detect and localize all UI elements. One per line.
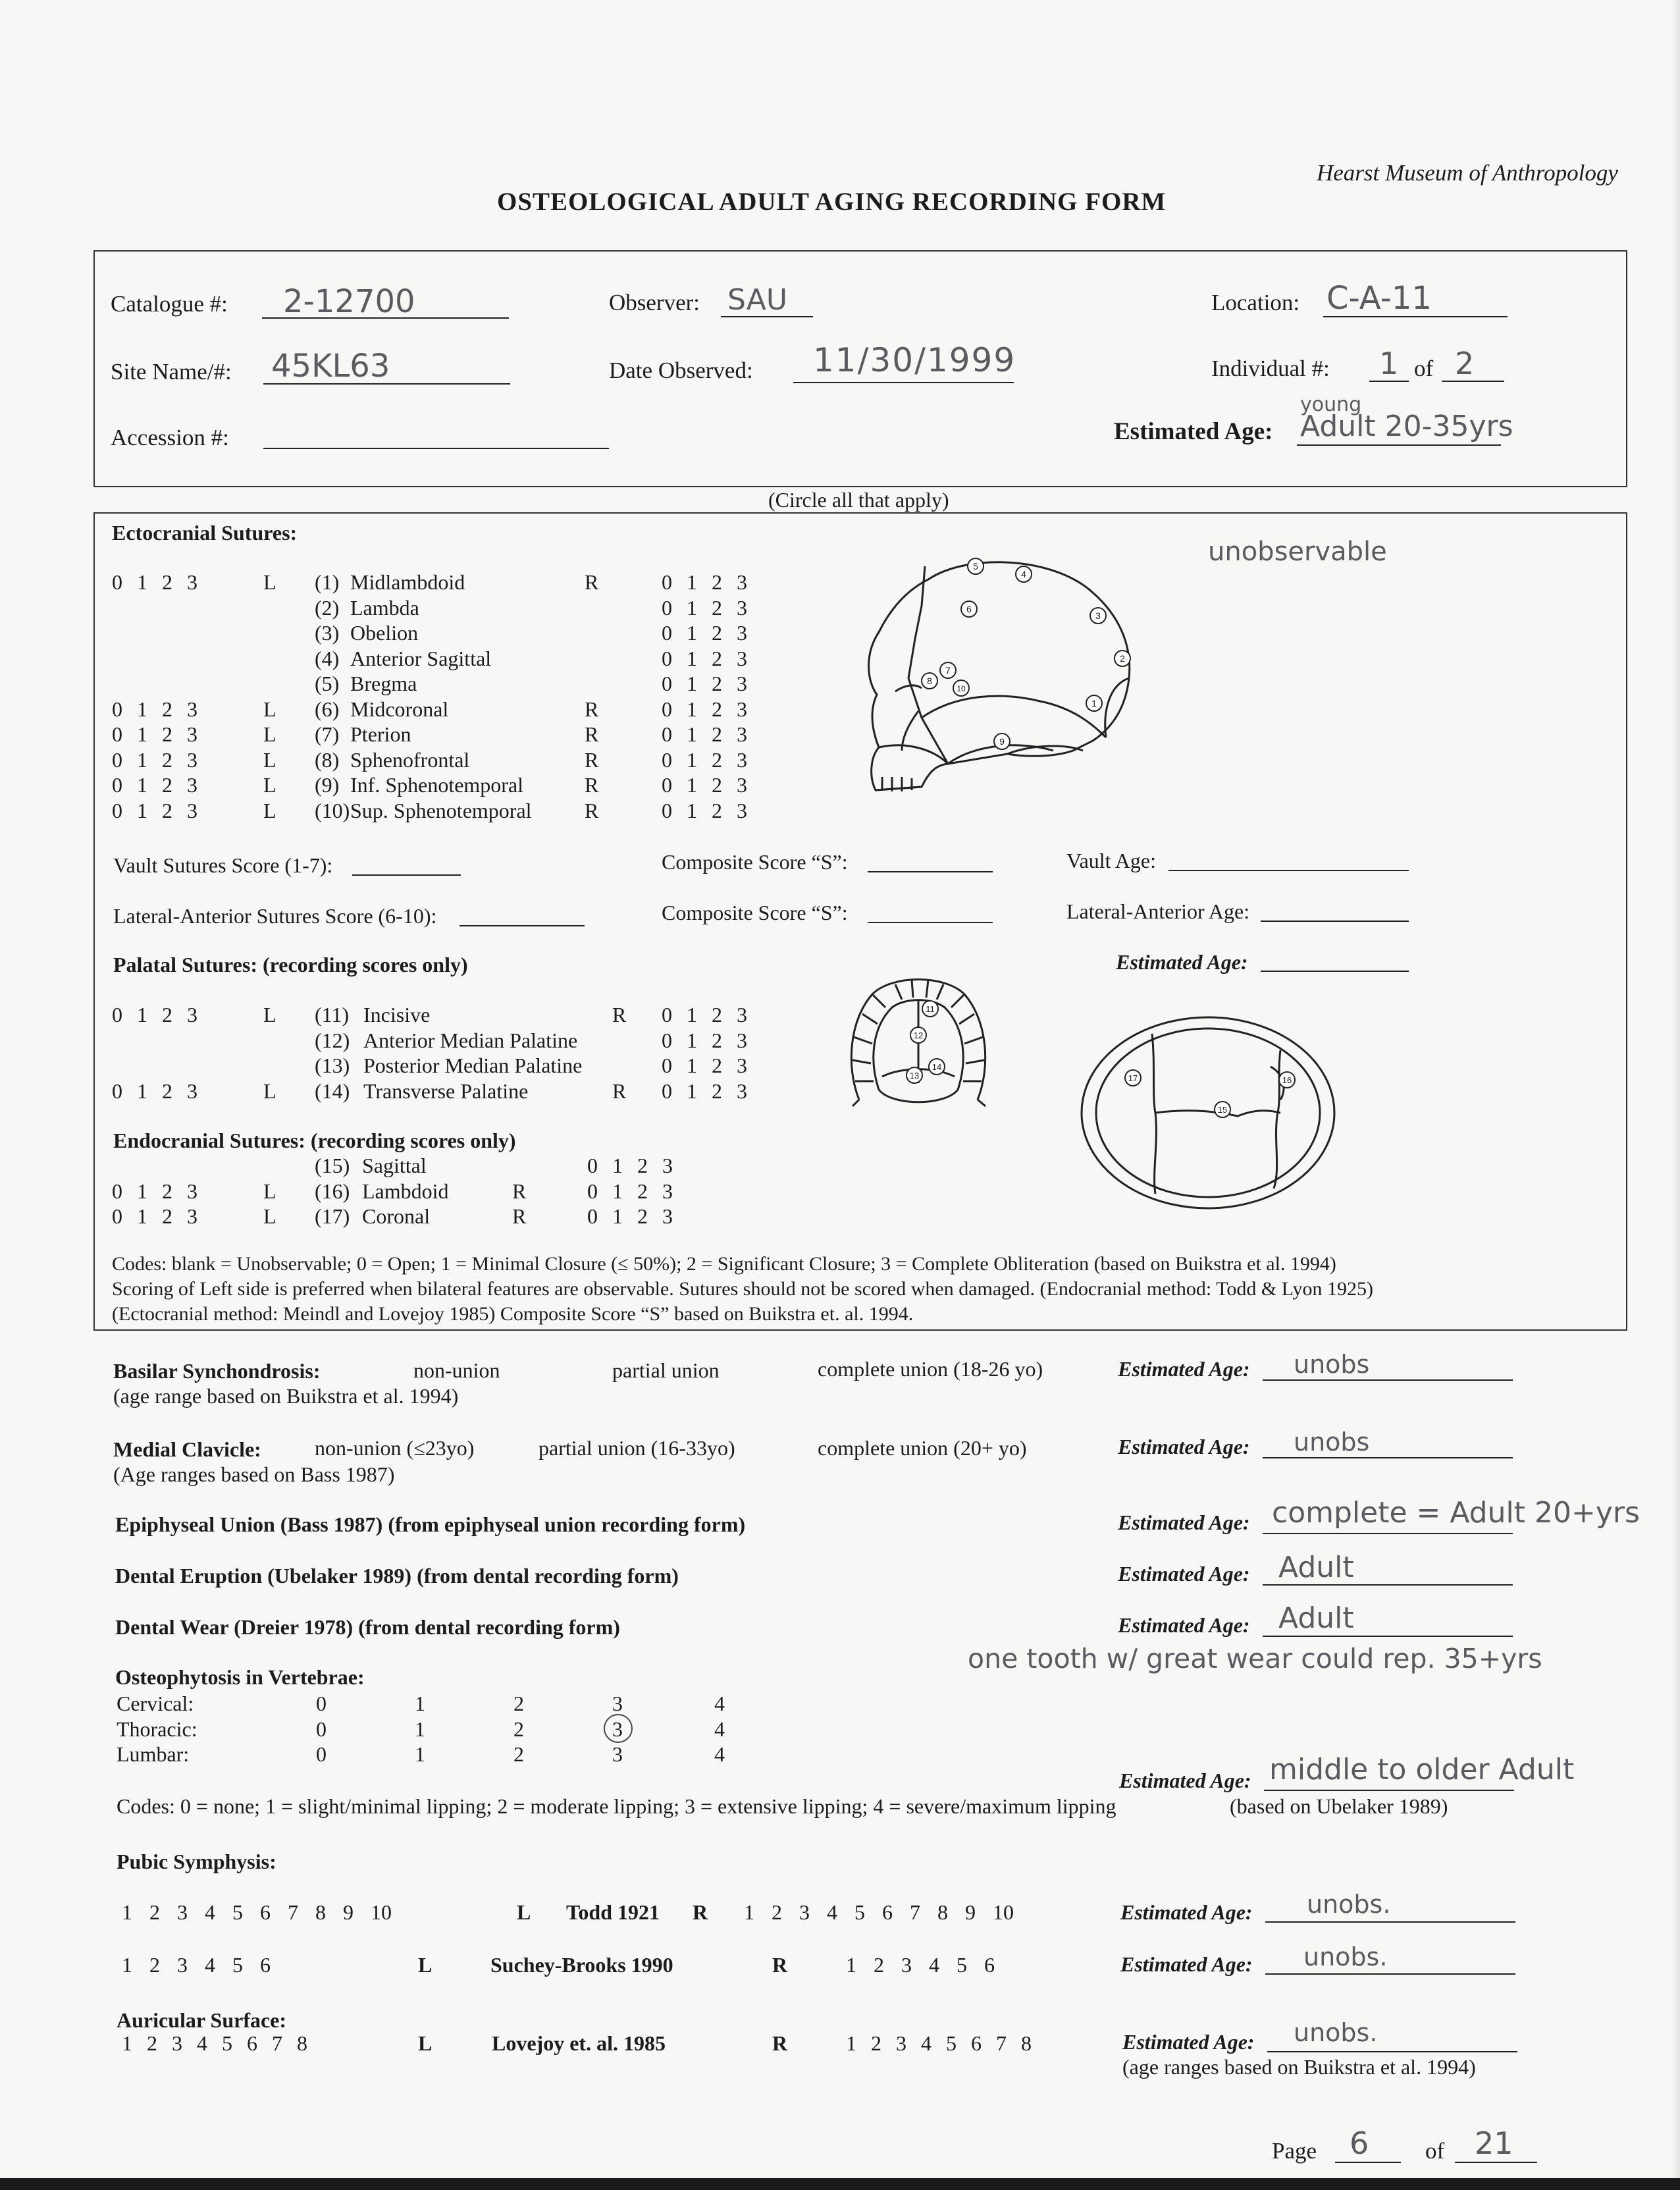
suture-left-scores[interactable]: 0 1 2 3 — [112, 773, 197, 797]
suture-left-side: L — [263, 570, 276, 594]
skull-lateral-diagram — [856, 553, 1145, 803]
suture-left-side: L — [263, 1079, 276, 1103]
osteo-codes: Codes: 0 = none; 1 = slight/minimal lipping; 2 = moderate lipping; 3 = extensive lipping; 4 = severe/maximum lipping — [117, 1794, 1116, 1818]
suture-number: (8) — [315, 747, 340, 772]
palate-label: 13 — [909, 1071, 920, 1081]
auricular-heading: Auricular Surface: — [117, 2008, 287, 2032]
osteo-score[interactable]: 3 — [612, 1742, 623, 1766]
vault-age-label: Vault Age: — [1066, 849, 1156, 872]
suchey-left-side: L — [418, 1953, 433, 1977]
suture-number: (13) — [315, 1054, 350, 1077]
location-label: Location: — [1211, 290, 1300, 315]
dental-wear-note: one tooth w/ great wear could rep. 35+yrs — [968, 1643, 1542, 1674]
osteo-score[interactable]: 0 — [316, 1692, 327, 1715]
suture-right-scores[interactable]: 0 1 2 3 — [587, 1204, 673, 1228]
page-total[interactable]: 21 — [1475, 2125, 1513, 2161]
suchey-est-label: Estimated Age: — [1120, 1952, 1253, 1976]
vault-label: 16 — [1282, 1075, 1292, 1085]
suture-number: (1) — [315, 570, 340, 594]
suture-right-scores[interactable]: 0 1 2 3 — [662, 1028, 747, 1052]
todd-left-side: L — [517, 1900, 531, 1924]
suture-name: Inf. Sphenotemporal — [350, 773, 524, 797]
suture-number: (14) — [315, 1079, 350, 1103]
suture-right-side: R — [585, 747, 599, 772]
composite-score-label-1: Composite Score “S”: — [662, 850, 848, 874]
suture-left-side: L — [263, 697, 276, 721]
suture-number: (17) — [315, 1204, 350, 1228]
suture-left-scores[interactable]: 0 1 2 3 — [112, 1003, 197, 1027]
osteo-score[interactable]: 2 — [513, 1742, 524, 1766]
osteo-based: (based on Ubelaker 1989) — [1230, 1794, 1448, 1818]
page-of-label: of — [1425, 2138, 1445, 2164]
skull-label: 7 — [945, 665, 951, 676]
auricular-right-side: R — [772, 2031, 788, 2055]
suture-left-scores[interactable]: 0 1 2 3 — [112, 798, 197, 822]
skull-label: 4 — [1021, 569, 1026, 579]
basilar-sub: (age range based on Buikstra et al. 1994) — [113, 1384, 459, 1408]
todd-est-value[interactable]: unobs. — [1307, 1890, 1391, 1919]
osteo-score[interactable]: 4 — [714, 1742, 725, 1766]
clavicle-opt1: non-union (≤23yo) — [315, 1436, 475, 1460]
clavicle-sub: (Age ranges based on Bass 1987) — [113, 1462, 395, 1486]
todd-right-scores[interactable]: 1 2 3 4 5 6 7 8 9 10 — [744, 1900, 1014, 1924]
epiphyseal-est-value[interactable]: complete = Adult 20+yrs — [1272, 1496, 1640, 1530]
suture-right-scores[interactable]: 0 1 2 3 — [662, 747, 747, 772]
osteo-score[interactable]: 0 — [316, 1717, 327, 1741]
endo-heading: Endocranial Sutures: (recording scores only) — [113, 1129, 516, 1152]
suture-name: Obelion — [350, 621, 419, 645]
epiphyseal-est-label: Estimated Age: — [1118, 1510, 1250, 1534]
basilar-heading: Basilar Synchondrosis: — [113, 1359, 321, 1383]
suchey-est-value[interactable]: unobs. — [1303, 1942, 1388, 1971]
suture-right-scores[interactable]: 0 1 2 3 — [662, 798, 747, 822]
osteo-score[interactable]: 3 — [612, 1717, 623, 1741]
dental-wear-heading: Dental Wear (Dreier 1978) (from dental recording form) — [115, 1615, 620, 1639]
osteo-row-label: Lumbar: — [117, 1742, 190, 1766]
suture-left-side: L — [263, 773, 276, 797]
suchey-right-side: R — [772, 1953, 788, 1977]
osteo-score[interactable]: 3 — [612, 1692, 623, 1715]
suture-number: (16) — [315, 1179, 350, 1203]
osteo-score[interactable]: 1 — [415, 1717, 425, 1741]
clavicle-opt2: partial union (16-33yo) — [538, 1436, 735, 1460]
date-value[interactable]: 11/30/1999 — [813, 341, 1016, 379]
todd-left-scores[interactable]: 1 2 3 4 5 6 7 8 9 10 — [122, 1900, 392, 1924]
codes-line-3: (Ectocranial method: Meindl and Lovejoy 1985) Composite Score “S” based on Buikstra et. al. 1994. — [112, 1303, 914, 1325]
suture-name: Midcoronal — [350, 697, 449, 721]
catalogue-label: Catalogue #: — [111, 291, 228, 317]
suture-right-scores[interactable]: 0 1 2 3 — [662, 1054, 747, 1077]
vault-label: 15 — [1217, 1105, 1228, 1115]
suture-number: (6) — [315, 697, 340, 721]
clavicle-est-value[interactable]: unobs — [1294, 1428, 1370, 1456]
suture-right-side: R — [512, 1179, 527, 1203]
suture-right-scores[interactable]: 0 1 2 3 — [587, 1154, 673, 1177]
suture-name: Coronal — [362, 1204, 431, 1228]
accession-label: Accession #: — [111, 425, 229, 450]
suture-number: (4) — [315, 646, 340, 670]
auricular-label: Lovejoy et. al. 1985 — [492, 2031, 666, 2055]
suture-name: Anterior Sagittal — [350, 646, 492, 670]
suture-right-scores[interactable]: 0 1 2 3 — [662, 722, 747, 746]
todd-right-side: R — [693, 1900, 708, 1924]
osteo-score[interactable]: 1 — [415, 1692, 425, 1715]
estimated-age-label: Estimated Age: — [1114, 418, 1273, 445]
suture-right-scores[interactable]: 0 1 2 3 — [662, 1003, 747, 1027]
suture-left-scores[interactable]: 0 1 2 3 — [112, 722, 197, 746]
suture-name: Midlambdoid — [350, 570, 465, 594]
lateral-age-label: Lateral-Anterior Age: — [1066, 899, 1250, 923]
site-value[interactable]: 45KL63 — [271, 348, 390, 385]
page-label: Page — [1272, 2138, 1317, 2164]
ecto-estimated-age-label: Estimated Age: — [1116, 950, 1248, 974]
suture-left-side: L — [263, 722, 276, 746]
skull-label: 5 — [973, 561, 978, 572]
suchey-right-scores[interactable]: 1 2 3 4 5 6 — [846, 1953, 995, 1977]
auricular-est-value[interactable]: unobs. — [1294, 2018, 1378, 2047]
suture-name: Sagittal — [362, 1154, 427, 1177]
dental-eruption-heading: Dental Eruption (Ubelaker 1989) (from dental recording form) — [115, 1564, 679, 1588]
basilar-opt2: partial union — [612, 1358, 720, 1382]
osteo-score[interactable]: 4 — [714, 1717, 725, 1741]
suture-right-scores[interactable]: 0 1 2 3 — [662, 621, 747, 645]
ecto-unobservable-note: unobservable — [1208, 537, 1387, 567]
auricular-left-scores[interactable]: 1 2 3 4 5 6 7 8 — [122, 2031, 307, 2055]
suture-number: (11) — [315, 1003, 350, 1027]
auricular-est-label: Estimated Age: — [1122, 2030, 1255, 2054]
suture-number: (5) — [315, 672, 340, 695]
suture-left-side: L — [263, 1204, 276, 1228]
suture-left-scores[interactable]: 0 1 2 3 — [112, 1179, 197, 1203]
suture-right-scores[interactable]: 0 1 2 3 — [662, 595, 747, 620]
suture-number: (15) — [315, 1154, 350, 1177]
codes-line-1: Codes: blank = Unobservable; 0 = Open; 1 = Minimal Closure (≤ 50%); 2 = Significant Closure; 3 = Complete Obliteration (based on Buikstra et al. 1994) — [112, 1253, 1336, 1275]
suture-number: (3) — [315, 621, 340, 645]
vault-label: 17 — [1128, 1073, 1138, 1083]
suture-left-side: L — [263, 747, 276, 772]
suture-name: Transverse Palatine — [363, 1079, 529, 1103]
suchey-label: Suchey-Brooks 1990 — [490, 1953, 673, 1977]
skull-label: 3 — [1095, 610, 1101, 621]
site-label: Site Name/#: — [111, 359, 232, 385]
suture-right-side: R — [585, 773, 599, 797]
osteo-est-value[interactable]: middle to older Adult — [1269, 1753, 1575, 1786]
suture-name: Sphenofrontal — [350, 747, 470, 772]
suture-right-scores[interactable]: 0 1 2 3 — [662, 697, 747, 721]
suture-left-side: L — [263, 1003, 276, 1027]
auricular-right-scores[interactable]: 1 2 3 4 5 6 7 8 — [846, 2031, 1032, 2055]
skull-label: 9 — [999, 736, 1005, 747]
suture-left-scores[interactable]: 0 1 2 3 — [112, 1079, 197, 1103]
suture-right-side: R — [612, 1079, 627, 1103]
clavicle-est-label: Estimated Age: — [1118, 1435, 1250, 1458]
lateral-score-label: Lateral-Anterior Sutures Score (6-10): — [113, 904, 437, 928]
suture-right-side: R — [585, 798, 599, 822]
vault-score-label: Vault Sutures Score (1-7): — [113, 853, 333, 877]
suture-left-scores[interactable]: 0 1 2 3 — [112, 1204, 197, 1228]
palatal-heading: Palatal Sutures: (recording scores only) — [113, 953, 468, 976]
dental-eruption-est-value[interactable]: Adult — [1278, 1551, 1354, 1584]
suture-name: Posterior Median Palatine — [363, 1054, 583, 1077]
palate-label: 14 — [932, 1062, 942, 1072]
clavicle-opt3: complete union (20+ yo) — [818, 1436, 1027, 1460]
dental-eruption-est-label: Estimated Age: — [1118, 1562, 1250, 1586]
todd-label: Todd 1921 — [566, 1900, 660, 1924]
suture-left-scores[interactable]: 0 1 2 3 — [112, 747, 197, 772]
suture-right-scores[interactable]: 0 1 2 3 — [662, 1079, 747, 1103]
composite-score-label-2: Composite Score “S”: — [662, 901, 848, 924]
palate-label: 11 — [926, 1004, 935, 1014]
suture-right-side: R — [585, 697, 599, 721]
auricular-left-side: L — [418, 2031, 433, 2055]
suture-name: Lambdoid — [362, 1179, 449, 1203]
location-value[interactable]: C-A-11 — [1326, 280, 1432, 317]
individual-of: of — [1414, 356, 1434, 381]
epiphyseal-heading: Epiphyseal Union (Bass 1987) (from epiphyseal union recording form) — [115, 1512, 746, 1536]
basilar-est-value[interactable]: unobs — [1294, 1350, 1370, 1379]
skull-label: 1 — [1091, 698, 1097, 708]
observer-label: Observer: — [609, 290, 700, 315]
suture-number: (7) — [315, 722, 340, 746]
suture-number: (10) — [315, 798, 350, 822]
codes-line-2: Scoring of Left side is preferred when bilateral features are observable. Sutures should not be scored when damaged. (Endocranial method: Todd & Lyon 1925) — [112, 1278, 1373, 1300]
suture-right-scores[interactable]: 0 1 2 3 — [662, 646, 747, 670]
suture-number: (9) — [315, 773, 340, 797]
skull-label: 6 — [966, 604, 972, 614]
suture-number: (2) — [315, 595, 340, 620]
osteo-row-label: Thoracic: — [117, 1717, 197, 1741]
vault-diagram — [1076, 1011, 1340, 1215]
suture-name: Incisive — [363, 1003, 431, 1027]
catalogue-value[interactable]: 2-12700 — [283, 283, 415, 320]
scan-bottom-edge — [0, 2178, 1680, 2190]
basilar-est-label: Estimated Age: — [1118, 1357, 1250, 1381]
ecto-heading: Ectocranial Sutures: — [112, 521, 298, 545]
basilar-opt3: complete union (18-26 yo) — [818, 1357, 1043, 1381]
individual-label: Individual #: — [1211, 356, 1330, 381]
thoracic-score-circle — [604, 1714, 633, 1743]
skull-label: 2 — [1120, 653, 1125, 664]
dental-wear-est-value[interactable]: Adult — [1278, 1601, 1354, 1635]
suture-name: Sup. Sphenotemporal — [350, 798, 532, 822]
museum-name: Hearst Museum of Anthropology — [1317, 160, 1618, 186]
suture-number: (12) — [315, 1028, 350, 1052]
date-label: Date Observed: — [609, 358, 753, 383]
suture-name: Anterior Median Palatine — [363, 1028, 578, 1052]
suture-right-scores[interactable]: 0 1 2 3 — [662, 773, 747, 797]
circle-note: (Circle all that apply) — [768, 488, 949, 512]
estimated-age-value[interactable]: Adult 20-35yrs — [1300, 410, 1513, 443]
suture-name: Pterion — [350, 722, 411, 746]
osteo-score[interactable]: 4 — [714, 1692, 725, 1715]
suture-right-side: R — [585, 570, 599, 594]
osteo-est-label: Estimated Age: — [1119, 1769, 1251, 1792]
suture-right-scores[interactable]: 0 1 2 3 — [662, 570, 747, 594]
individual-value[interactable]: 1 — [1379, 346, 1399, 381]
suture-right-side: R — [612, 1003, 627, 1027]
clavicle-heading: Medial Clavicle: — [113, 1437, 261, 1461]
auricular-sub: (age ranges based on Buikstra et al. 1994) — [1122, 2055, 1476, 2079]
basilar-opt1: non-union — [413, 1358, 500, 1382]
suture-right-side: R — [585, 722, 599, 746]
scan-edge-shadow — [1671, 0, 1680, 2190]
suture-right-side: R — [512, 1204, 527, 1228]
suture-right-scores[interactable]: 0 1 2 3 — [587, 1179, 673, 1203]
osteo-score[interactable]: 1 — [415, 1742, 425, 1766]
form-title: OSTEOLOGICAL ADULT AGING RECORDING FORM — [497, 188, 1167, 216]
osteo-heading: Osteophytosis in Vertebrae: — [115, 1665, 365, 1689]
suture-left-scores[interactable]: 0 1 2 3 — [112, 697, 197, 721]
osteo-row-label: Cervical: — [117, 1692, 194, 1715]
page-number[interactable]: 6 — [1350, 2125, 1369, 2161]
osteo-score[interactable]: 0 — [316, 1742, 327, 1766]
estimated-age-insert: young — [1300, 393, 1362, 416]
pubic-heading: Pubic Symphysis: — [117, 1850, 276, 1873]
suture-name: Lambda — [350, 595, 419, 620]
suchey-left-scores[interactable]: 1 2 3 4 5 6 — [122, 1953, 271, 1977]
suture-left-side: L — [263, 798, 276, 822]
suture-left-side: L — [263, 1179, 276, 1203]
osteo-score[interactable]: 2 — [513, 1692, 524, 1715]
osteo-score[interactable]: 2 — [513, 1717, 524, 1741]
individual-total[interactable]: 2 — [1455, 346, 1475, 381]
skull-label: 8 — [927, 676, 932, 686]
palate-label: 12 — [913, 1030, 924, 1040]
observer-value[interactable]: SAU — [727, 283, 788, 317]
skull-label: 10 — [957, 684, 966, 693]
dental-wear-est-label: Estimated Age: — [1118, 1613, 1250, 1637]
suture-right-scores[interactable]: 0 1 2 3 — [662, 672, 747, 695]
suture-left-scores[interactable]: 0 1 2 3 — [112, 570, 197, 594]
suture-name: Bregma — [350, 672, 417, 695]
palate-diagram — [839, 968, 1001, 1119]
todd-est-label: Estimated Age: — [1120, 1900, 1253, 1924]
